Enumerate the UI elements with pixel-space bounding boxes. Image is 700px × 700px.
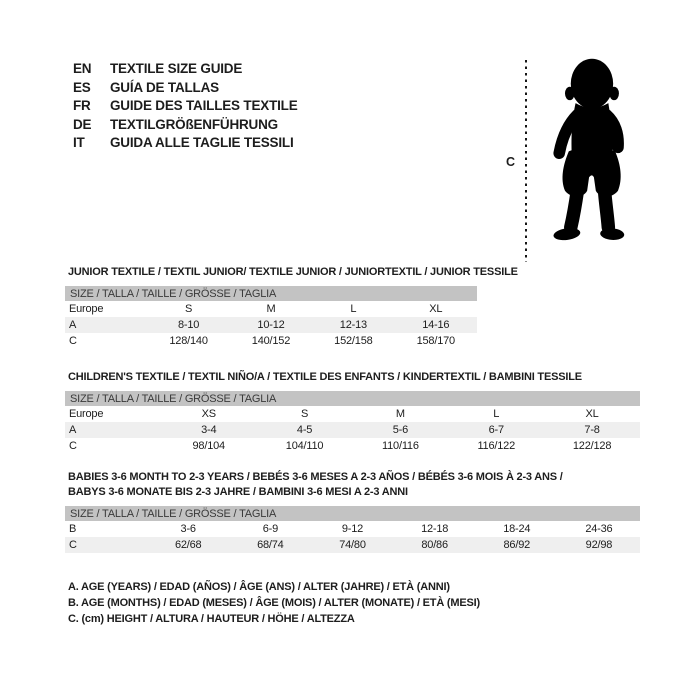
legend-note: B. AGE (MONTHS) / EDAD (MESES) / ÂGE (MOIS) / ALTER (MONATE) / ETÀ (MESI) <box>68 597 480 609</box>
section-title-line: BABYS 3-6 MONATE BIS 2-3 JAHRE / BAMBINI 3-6 MESI A 2-3 ANNI <box>68 486 408 498</box>
row-label: A <box>65 422 161 438</box>
size-section-1 <box>65 265 645 349</box>
table-cell: L <box>350 303 357 315</box>
table-row <box>65 521 640 537</box>
language-title: GUÍA DE TALLAS <box>110 79 219 95</box>
baby-silhouette-icon <box>538 52 644 264</box>
row-label: C <box>69 440 77 452</box>
section-title-line: JUNIOR TEXTILE / TEXTIL JUNIOR/ TEXTILE JUNIOR / JUNIORTEXTIL / JUNIOR TESSILE <box>68 266 518 278</box>
table-cell: L <box>493 408 500 420</box>
table-cell: 98/104 <box>192 440 225 452</box>
table-cell: 152/158 <box>334 335 373 347</box>
table-cell: M <box>266 303 276 315</box>
table-row <box>65 537 640 553</box>
table-cell: 12-13 <box>312 317 394 333</box>
row-label: B <box>69 523 77 535</box>
row-label: Europe <box>69 303 104 315</box>
height-measure-dashed-line <box>525 60 527 262</box>
section-title-line: BABIES 3-6 MONTH TO 2-3 YEARS / BEBÉS 3-6 MESES A 2-3 AÑOS / BÉBÉS 3-6 MOIS À 2-3 ANS / <box>68 471 563 483</box>
table-cell: XL <box>585 408 599 420</box>
table-cell: 14-16 <box>395 317 477 333</box>
language-code: EN <box>73 61 92 76</box>
table-cell: 12-18 <box>421 523 449 535</box>
table-cell: S <box>301 408 309 420</box>
section-gap <box>65 349 645 370</box>
table-cell: 6-9 <box>262 523 278 535</box>
table-cell: 62/68 <box>147 537 229 553</box>
size-table <box>65 506 640 553</box>
language-row <box>73 97 298 116</box>
table-cell: 7-8 <box>544 422 640 438</box>
section-title <box>68 265 645 280</box>
table-cell: 92/98 <box>558 537 640 553</box>
table-row <box>65 317 477 333</box>
table-cell: 10-12 <box>230 317 312 333</box>
table-cell: 110/116 <box>382 440 419 452</box>
table-row <box>65 422 640 438</box>
table-cell: 6-7 <box>448 422 544 438</box>
table-cell: 8-10 <box>147 317 229 333</box>
table-row <box>65 438 640 454</box>
table-cell: 4-5 <box>257 422 353 438</box>
table-row <box>65 333 477 349</box>
size-table <box>65 286 477 349</box>
table-cell: S <box>185 303 193 315</box>
table-cell: 104/110 <box>285 440 324 452</box>
height-measure-label: C <box>506 155 515 169</box>
size-sections <box>65 265 645 627</box>
table-cell: 5-6 <box>352 422 448 438</box>
language-row <box>73 134 298 153</box>
legend-note: A. AGE (YEARS) / EDAD (AÑOS) / ÂGE (ANS) / ALTER (JAHRE) / ETÀ (ANNI) <box>68 581 450 593</box>
table-cell: 140/152 <box>251 335 291 347</box>
table-cell: 9-12 <box>341 523 364 535</box>
table-header-bar <box>65 506 640 521</box>
section-gap <box>65 454 645 470</box>
table-header-bar <box>65 286 477 301</box>
language-title: TEXTILE SIZE GUIDE <box>110 61 243 76</box>
table-cell: 74/80 <box>311 537 393 553</box>
size-section-2 <box>65 370 645 454</box>
language-code: ES <box>73 79 91 95</box>
table-cell: 158/170 <box>416 335 455 347</box>
language-row <box>73 79 298 98</box>
section-gap <box>65 553 645 579</box>
table-cell: XS <box>201 408 216 420</box>
table-header-bar-label: SIZE / TALLA / TAILLE / GRÖSSE / TAGLIA <box>65 506 640 521</box>
table-row <box>65 406 640 422</box>
language-code: DE <box>73 116 92 132</box>
table-cell: 18-24 <box>503 523 531 535</box>
legend-note: C. (cm) HEIGHT / ALTURA / HAUTEUR / HÖHE / ALTEZZA <box>68 613 355 625</box>
table-header-bar-label: SIZE / TALLA / TAILLE / GRÖSSE / TAGLIA <box>65 286 477 301</box>
table-cell: 86/92 <box>476 537 558 553</box>
language-row <box>73 60 298 79</box>
language-title: GUIDA ALLE TAGLIE TESSILI <box>110 135 294 150</box>
table-cell: 128/140 <box>169 335 208 347</box>
legend-notes <box>65 579 645 627</box>
table-cell: 116/122 <box>477 440 515 452</box>
section-title <box>68 370 645 385</box>
table-cell: 80/86 <box>394 537 476 553</box>
section-title <box>68 470 645 500</box>
table-cell: 24-36 <box>585 523 613 535</box>
size-table <box>65 391 640 454</box>
language-title: GUIDE DES TAILLES TEXTILE <box>110 98 298 113</box>
table-cell: 3-4 <box>161 422 257 438</box>
language-title: TEXTILGRÖßENFÜHRUNG <box>110 116 278 132</box>
row-label: C <box>69 335 77 347</box>
table-cell: XL <box>429 303 443 315</box>
row-label: Europe <box>69 408 104 420</box>
row-label: A <box>65 317 147 333</box>
language-code: FR <box>73 98 91 113</box>
row-label: C <box>65 537 147 553</box>
table-cell: 3-6 <box>180 523 196 535</box>
table-row <box>65 301 477 317</box>
language-code: IT <box>73 135 85 150</box>
table-cell: 68/74 <box>229 537 311 553</box>
language-list <box>73 60 298 153</box>
language-row <box>73 116 298 135</box>
section-title-line: CHILDREN'S TEXTILE / TEXTIL NIÑO/A / TEXTILE DES ENFANTS / KINDERTEXTIL / BAMBINI TESSILE <box>68 371 582 383</box>
table-cell: 122/128 <box>572 440 612 452</box>
size-section-3 <box>65 470 645 553</box>
table-header-bar-label: SIZE / TALLA / TAILLE / GRÖSSE / TAGLIA <box>65 391 640 406</box>
table-cell: M <box>395 408 405 420</box>
table-header-bar <box>65 391 640 406</box>
baby-figure <box>502 52 647 270</box>
